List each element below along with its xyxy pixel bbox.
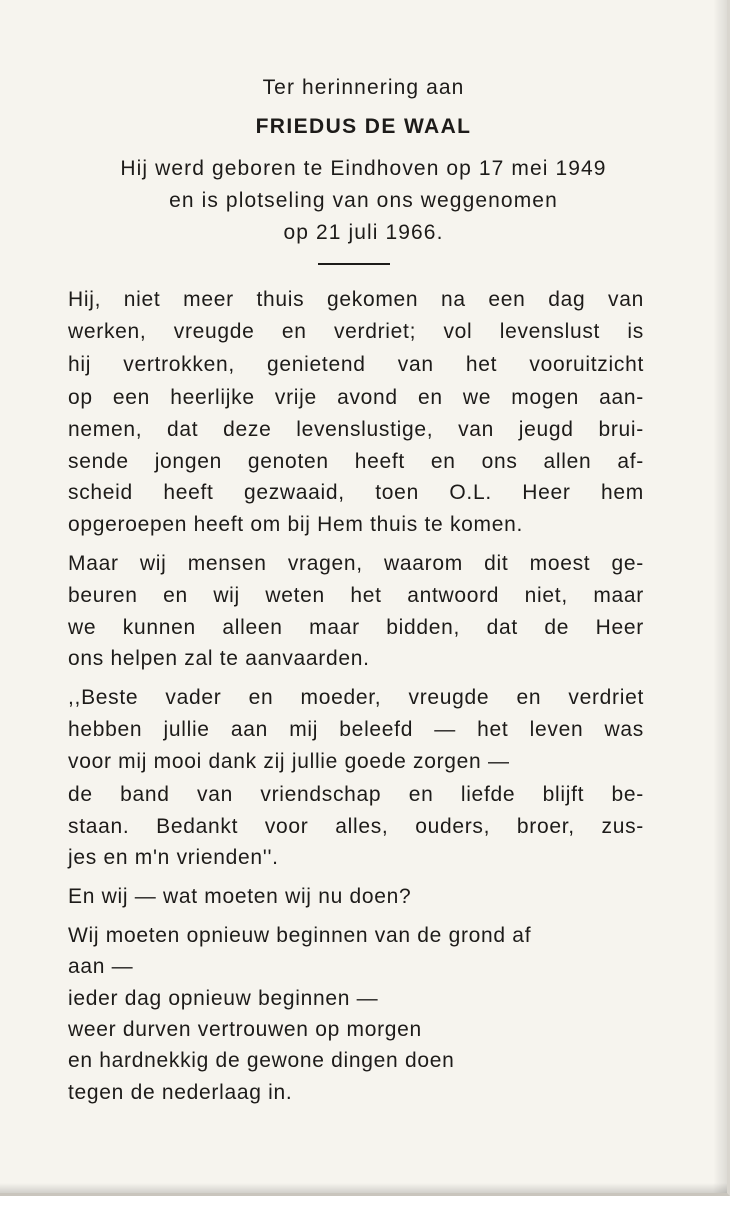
paragraph-1-line: hij vertrokken, genietend van het vooruitzicht — [68, 353, 644, 376]
paragraph-3-line: voor mij mooi dank zij jullie goede zorgen — — [68, 750, 510, 773]
death-line-2: op 21 juli 1966. — [283, 221, 444, 244]
paragraph-3-line: ,,Beste vader en moeder, vreugde en verdriet — [68, 686, 644, 709]
paragraph-1-line: op een heerlijke vrije avond en we mogen aan- — [68, 386, 644, 409]
closing-line: weer durven vertrouwen op morgen — [68, 1018, 422, 1041]
closing-line: tegen de nederlaag in. — [68, 1081, 293, 1104]
paragraph-1-line: scheid heeft gezwaaid, toen O.L. Heer hem — [68, 481, 644, 504]
paragraph-3-line: de band van vriendschap en liefde blijft be- — [68, 783, 644, 806]
paragraph-2-line: beuren en wij weten het antwoord niet, maar — [68, 584, 644, 607]
closing-line: en hardnekkig de gewone dingen doen — [68, 1049, 455, 1072]
question-line: En wij — wat moeten wij nu doen? — [68, 885, 412, 908]
closing-line: Wij moeten opnieuw beginnen van de grond af — [68, 924, 532, 947]
paragraph-2-line: we kunnen alleen maar bidden, dat de Heer — [68, 616, 644, 639]
intro-text: Ter herinnering aan — [262, 76, 465, 99]
paragraph-3-line: staan. Bedankt voor alles, ouders, broer, zus- — [68, 815, 644, 838]
closing-line: aan — — [68, 955, 134, 978]
death-line-1: en is plotseling van ons weggenomen — [169, 189, 558, 212]
deceased-name: FRIEDUS DE WAAL — [255, 115, 472, 138]
paragraph-1-line: Hij, niet meer thuis gekomen na een dag van — [68, 288, 644, 311]
paragraph-1-line: nemen, dat deze levenslustige, van jeugd brui- — [68, 418, 644, 441]
birth-line: Hij werd geboren te Eindhoven op 17 mei 1949 — [120, 157, 607, 180]
paragraph-3-line: jes en m'n vrienden''. — [68, 846, 279, 869]
paragraph-1-line: sende jongen genoten heeft en ons allen af- — [68, 450, 644, 473]
paragraph-1-line: werken, vreugde en verdriet; vol levenslust is — [68, 320, 644, 343]
paragraph-3-line: hebben jullie aan mij beleefd — het leven was — [68, 718, 644, 741]
divider-rule — [318, 263, 390, 265]
paragraph-2-line: ons helpen zal te aanvaarden. — [68, 647, 370, 670]
paragraph-2-line: Maar wij mensen vragen, waarom dit moest ge- — [68, 552, 644, 575]
closing-line: ieder dag opnieuw beginnen — — [68, 987, 379, 1010]
card-bottom-edge — [0, 1183, 727, 1193]
paragraph-1-line: opgeroepen heeft om bij Hem thuis te komen. — [68, 513, 524, 536]
